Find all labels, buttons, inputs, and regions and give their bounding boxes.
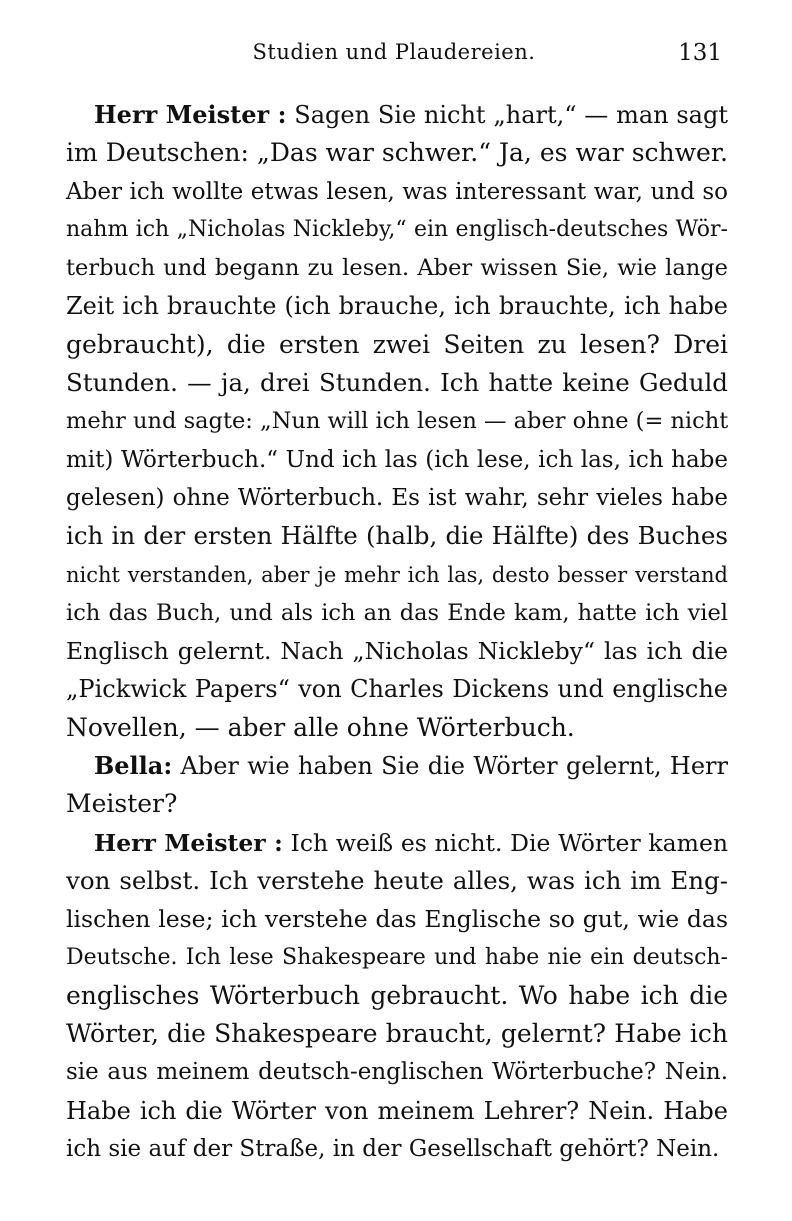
text-line: im Deutschen: „Das war schwer.“ Ja, es war schwer.: [66, 138, 728, 168]
text-line: mit) Wörterbuch.“ Und ich las (ich lese, ich las, ich habe: [66, 446, 728, 473]
speaker-name: Herr Meister :: [94, 828, 283, 857]
text-line: gebraucht), die ersten zwei Seiten zu lesen? Drei: [66, 329, 728, 359]
page-header: [66, 40, 722, 74]
text-line: Aber ich wollte etwas lesen, was interessant war, und so: [66, 178, 728, 205]
text-line: nicht verstanden, aber je mehr ich las, desto besser verstand: [66, 562, 728, 587]
paragraph: [66, 824, 728, 1169]
text-line: mehr und sagte: „Nun will ich lesen — aber ohne (= nicht: [66, 408, 729, 435]
text-line: terbuch und begann zu lesen. Aber wissen Sie, wie lange: [66, 255, 728, 282]
text-line: Deutsche. Ich lese Shakespeare und habe nie ein deutsch-: [66, 944, 728, 970]
text-line: von selbst. Ich verstehe heute alles, was ich im Eng-: [66, 865, 728, 895]
page-number: 131: [678, 40, 722, 66]
text-line: ich in der ersten Hälfte (halb, die Hälfte) des Buches: [66, 521, 728, 551]
text-line: Novellen, — aber alle ohne Wörterbuch.: [66, 712, 575, 742]
speaker-name: Bella:: [94, 751, 173, 781]
paragraph: [66, 96, 728, 747]
text-line: Bella: Aber wie haben Sie die Wörter gelernt, Herr: [94, 751, 728, 781]
text-line: Herr Meister : Sagen Sie nicht „hart,“ — man sagt: [94, 100, 728, 129]
text-line: lischen lese; ich verstehe das Englische so gut, wie das: [66, 905, 728, 934]
text-line: Zeit ich brauchte (ich brauche, ich brauchte, ich habe: [66, 292, 728, 321]
text-line: ich sie auf der Straße, in der Gesellschaft gehört? Nein.: [66, 1136, 720, 1163]
text-line: Meister?: [66, 789, 178, 819]
speaker-name: Herr Meister :: [94, 100, 287, 129]
text-line: Herr Meister : Ich weiß es nicht. Die Wörter kamen: [94, 828, 728, 857]
text-line: „Pickwick Papers“ von Charles Dickens und englische: [66, 675, 728, 704]
text-line: englisches Wörterbuch gebraucht. Wo habe ich die: [66, 980, 728, 1010]
paragraph: [66, 747, 728, 824]
text-line: ich das Buch, und als ich an das Ende kam, hatte ich viel: [66, 599, 728, 626]
body-text: [66, 96, 728, 1168]
text-line: Stunden. — ja, drei Stunden. Ich hatte keine Geduld: [66, 368, 728, 398]
running-title: Studien und Plaudereien.: [252, 40, 536, 64]
text-line: nahm ich „Nicholas Nickleby,“ ein englisch-deutsches Wör-: [66, 216, 728, 242]
text-line: gelesen) ohne Wörterbuch. Es ist wahr, sehr vieles habe: [66, 484, 728, 511]
text-line: Englisch gelernt. Nach „Nicholas Nickleby“ las ich die: [66, 637, 728, 666]
text-line: Wörter, die Shakespeare braucht, gelernt? Habe ich: [66, 1019, 728, 1049]
text-line: Habe ich die Wörter von meinem Lehrer? Nein. Habe: [66, 1096, 728, 1125]
text-line: sie aus meinem deutsch-englischen Wörterbuche? Nein.: [66, 1059, 728, 1086]
